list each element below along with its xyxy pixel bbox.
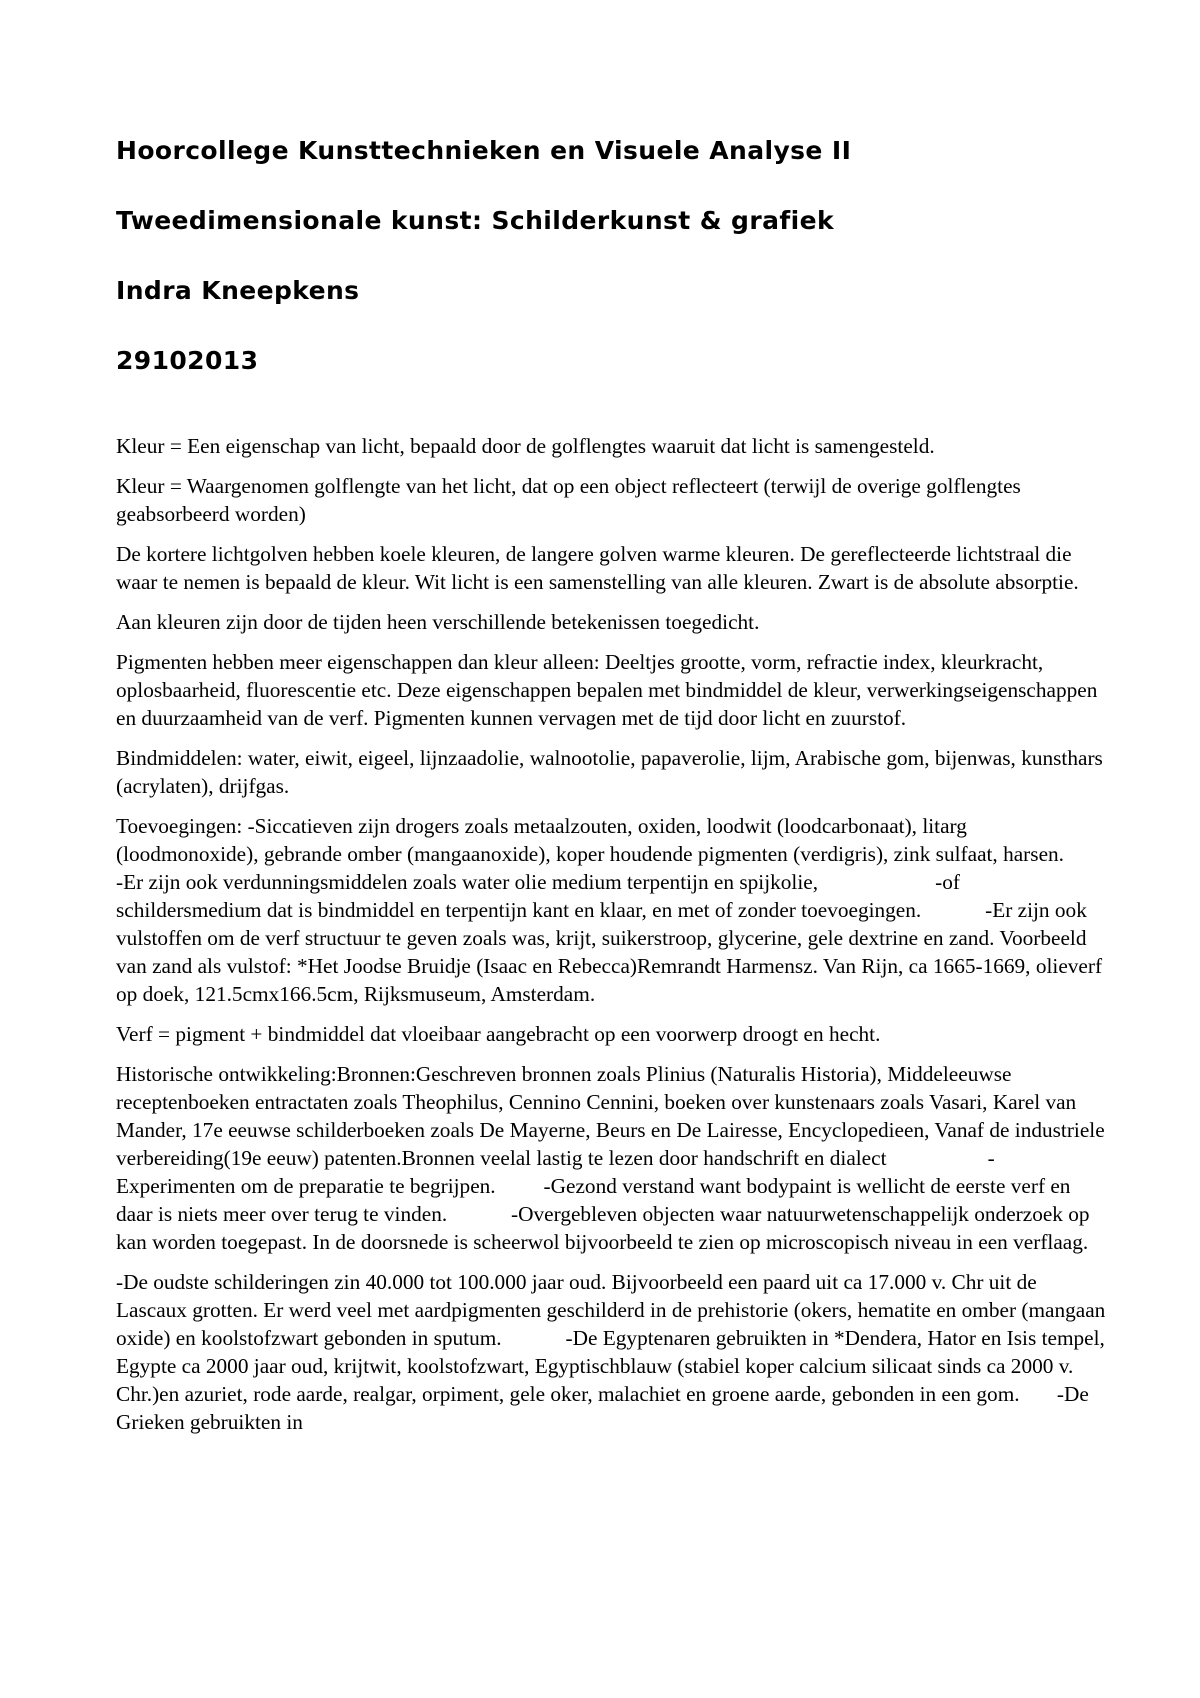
paragraph-text: Toevoegingen: -Siccatieven zijn drogers zoals metaalzouten, oxiden, loodwit (loodcarbonaat), litarg (loodmonoxide), gebrande omber (mangaanoxide), koper houdende pigmenten (verdigris), zink sulfaat, harsen. -Er zijn ook verdunningsmiddelen zoals water olie medium terpentijn en spijkolie, -of schildersmedium dat is bindmiddel en terpentijn kant en klaar, en met of zonder toevoegingen. -Er zijn ook vulstoffen om de verf structuur te geven zoals was, krijt, suikerstroop, glycerine, gele dextrine en zand. Voorbeeld van zand als vulstof: *Het Joodse Bruidje (Isaac en Rebecca)Remrandt Harmensz. Van Rijn, ca 1665-1669, olieverf op doek, 121.5cmx166.5cm, Rijksmuseum, Amsterdam.: [116, 814, 1128, 1006]
paragraph-kleur-waargenomen: [116, 472, 1106, 528]
paragraph-pigmenten: [116, 648, 1106, 732]
paragraph-oudste-schilderingen: [116, 1268, 1111, 1436]
paragraph-historische-ontwikkeling: [116, 1060, 1111, 1256]
lecture-title: Hoorcollege Kunsttechnieken en Visuele Analyse II: [116, 136, 852, 165]
paragraph-text: De kortere lichtgolven hebben koele kleuren, de langere golven warme kleuren. De gereflecteerde lichtstraal die waar te nemen is bepaald de kleur. Wit licht is een samenstelling van alle kleuren. Zwart is de absolute absorptie.: [116, 542, 1079, 594]
paragraph-text: Pigmenten hebben meer eigenschappen dan kleur alleen: Deeltjes grootte, vorm, refractie index, kleurkracht, oplosbaarheid, fluorescentie etc. Deze eigenschappen bepalen met bindmiddel de kleur, verwerkingseigenschappen en duurzaamheid van de verf. Pigmenten kunnen vervagen met de tijd door licht en zuurstof.: [116, 650, 1103, 730]
paragraph-text: Kleur = Een eigenschap van licht, bepaald door de golflengtes waaruit dat licht is samengesteld.: [116, 434, 935, 458]
paragraph-text: -De oudste schilderingen zin 40.000 tot 100.000 jaar oud. Bijvoorbeeld een paard uit ca 17.000 v. Chr uit de Lascaux grotten. Er werd veel met aardpigmenten geschilderd in de prehistorie (okers, hematite en omber (mangaan oxide) en koolstofzwart gebonden in sputum. -De Egyptenaren gebruikten in *Dendera, Hator en Isis tempel, Egypte ca 2000 jaar oud, krijtwit, koolstofzwart, Egyptischblauw (stabiel koper calcium silicaat sinds ca 2000 v. Chr.)en azuriet, rode aarde, realgar, orpiment, gele oker, malachiet en groene aarde, gebonden in een gom. -De Grieken gebruikten in: [116, 1270, 1111, 1434]
paragraph-text: Kleur = Waargenomen golflengte van het licht, dat op een object reflecteert (terwijl de overige golflengtes geabsorbeerd worden): [116, 474, 1027, 526]
document-content: [116, 134, 1128, 1448]
paragraph-text: Bindmiddelen: water, eiwit, eigeel, lijnzaadolie, walnootolie, papaverolie, lijm, Arabische gom, bijenwas, kunsthars (acrylaten), drijfgas.: [116, 746, 1109, 798]
author-name: Indra Kneepkens: [116, 276, 360, 305]
paragraph-lichtgolven: [116, 540, 1106, 596]
paragraph-text: Aan kleuren zijn door de tijden heen verschillende betekenissen toegedicht.: [116, 610, 760, 634]
paragraph-bindmiddelen: [116, 744, 1109, 800]
paragraph-text: Historische ontwikkeling:Bronnen:Geschreven bronnen zoals Plinius (Naturalis Historia), Middeleeuwse receptenboeken entractaten zoals Theophilus, Cennino Cennini, boeken over kunstenaars zoals Vasari, Karel van Mander, 17e eeuwse schilderboeken zoals De Mayerne, Beurs en De Lairesse, Encyclopedieen, Vanaf de industriele verbereiding(19e eeuw) patenten.Bronnen veelal lastig te lezen door handschrift en dialect -Experimenten om de preparatie te begrijpen. -Gezond verstand want bodypaint is wellicht de eerste verf en daar is niets meer over terug te vinden. -Overgebleven objecten waar natuurwetenschappelijk onderzoek op kan worden toegepast. In de doorsnede is scheerwol bijvoorbeeld te zien op microscopisch niveau in een verflaag.: [116, 1062, 1111, 1254]
paragraph-text: Verf = pigment + bindmiddel dat vloeibaar aangebracht op een voorwerp droogt en hecht.: [116, 1022, 881, 1046]
document-body: [116, 432, 1128, 1436]
lecture-date: 29102013: [116, 346, 259, 375]
paragraph-verf-definition: [116, 1020, 1106, 1048]
lecture-subtitle: Tweedimensionale kunst: Schilderkunst & grafiek: [116, 206, 834, 235]
paragraph-toevoegingen: [116, 812, 1128, 1008]
paragraph-betekenissen: [116, 608, 1106, 636]
paragraph-kleur-definition: [116, 432, 1106, 460]
